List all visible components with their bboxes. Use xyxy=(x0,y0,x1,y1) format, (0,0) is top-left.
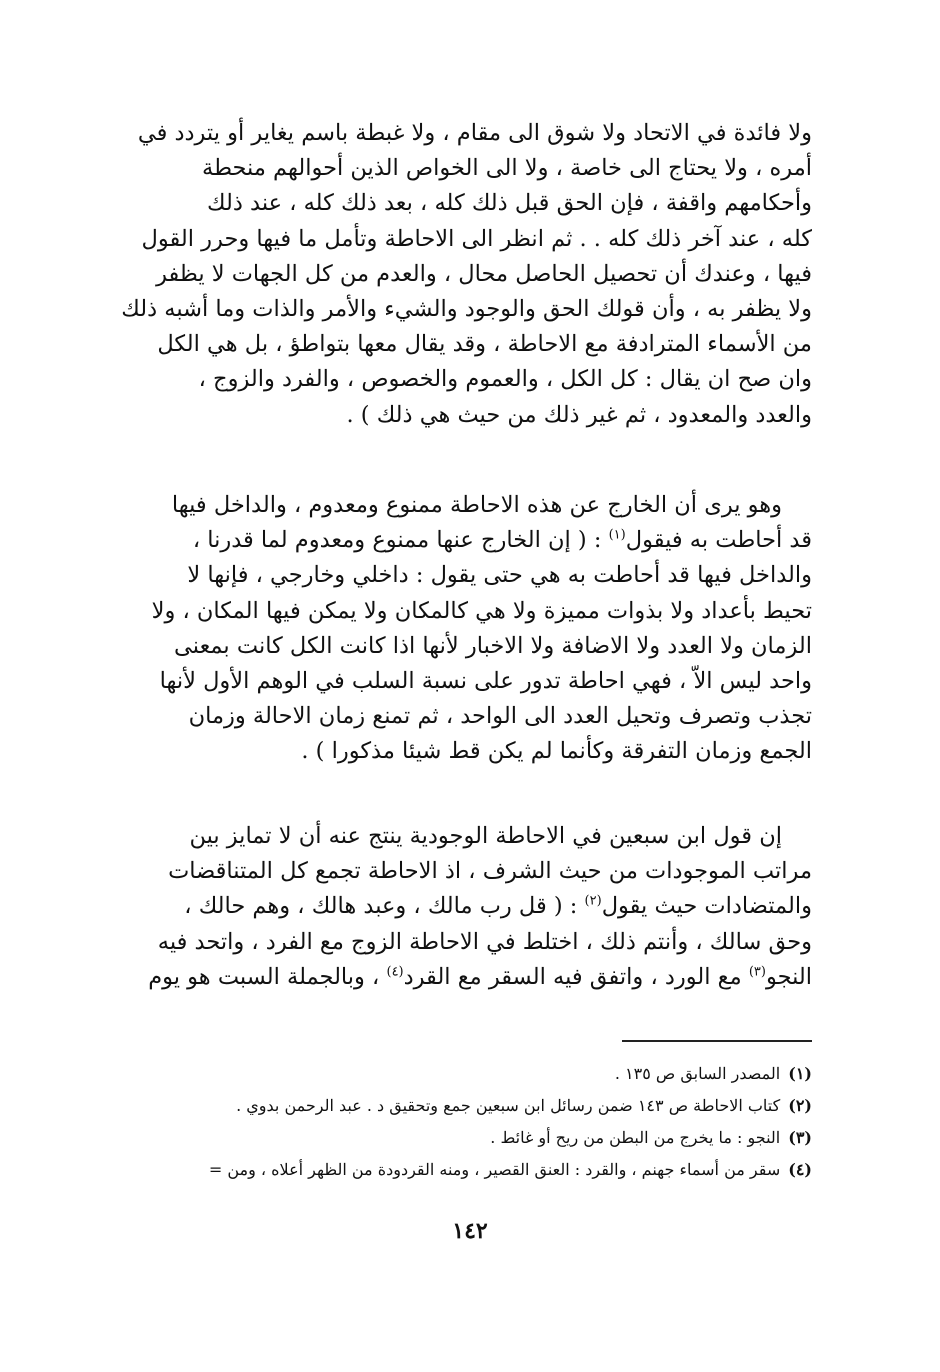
text-line: تجذب وتصرف وتحيل العدد الى الواحد ، ثم تمنع زمان الاحالة وزمان xyxy=(188,703,812,730)
footnote-item xyxy=(102,1122,812,1154)
text-line: أمره ، ولا يحتاج الى خاصة ، ولا الى الخواص الذين أحوالهم منحطة xyxy=(202,155,812,182)
text-line: وان صح ان يقال : كل الكل ، والعموم والخصوص ، والفرد والزوج ، xyxy=(198,366,812,393)
text-line: من الأسماء المترادفة مع الاحاطة ، وقد يقال معها بتواطؤ ، بل هي الكل xyxy=(157,331,812,358)
paragraph-2 xyxy=(102,488,812,770)
footnote-ref-2[interactable]: (٢) xyxy=(584,893,602,909)
footnote-number: (٣) xyxy=(788,1128,812,1147)
text-line: واحد ليس الاّ ، فهي احاطة تدور على نسبة السلب في الوهم الأول لأنها xyxy=(159,668,812,695)
text-line: والداخل فيها قد أحاطت به هي حتى يقول : داخلي وخارجي ، فإنها لا xyxy=(187,562,812,589)
footnote-item xyxy=(102,1090,812,1122)
footnote-ref-4[interactable]: (٤) xyxy=(386,964,404,980)
text-span: ، وبالجملة السبت هو يوم xyxy=(148,963,387,990)
footnote-divider xyxy=(622,1040,812,1042)
text-span: النجو xyxy=(765,963,812,990)
footnote-ref-1[interactable]: (١) xyxy=(608,527,626,543)
text-span: : ( إن الخارج عنها ممنوع ومعدوم لما قدرنا ، xyxy=(192,527,609,554)
footnote-text: المصدر السابق ص ١٣٥ . xyxy=(614,1064,781,1083)
text-line: مراتب الموجودات من حيث الشرف ، اذ الاحاطة تجمع كل المتناقضات xyxy=(168,858,812,885)
footnote-text: سقر من أسماء جهنم ، والقرد : العنق القصير ، ومنه القردودة من الظهر أعلاه ، ومن = xyxy=(208,1160,781,1179)
footnote-number: (٤) xyxy=(788,1160,812,1179)
page-number: ١٤٢ xyxy=(452,1218,488,1244)
text-line: وأحكامهم واقفة ، فإن الحق قبل ذلك كله ، بعد ذلك كله ، عند ذلك xyxy=(207,190,812,217)
text-span: إن قول ابن سبعين في الاحاطة الوجودية ينتج عنه أن لا تمايز بين xyxy=(189,823,782,849)
text-span: : ( قل رب مالك ، وعبد هالك ، وهم حالك ، xyxy=(184,893,585,920)
text-line: الجمع وزمان التفرقة وكأنما لم يكن قط شيئا مذكورا ) . xyxy=(301,738,812,765)
text-line xyxy=(102,523,812,558)
text-span: قد أحاطت به فيقول xyxy=(625,527,812,554)
footnote-item xyxy=(102,1154,812,1186)
text-line: ولا يظفر به ، وأن قولك الحق والوجود والشيء والأمر والذات وما أشبه ذلك xyxy=(121,296,812,323)
text-line: وحق سالك ، وأنتم ذلك ، اختلط في الاحاطة الزوج مع الفرد ، واتحد فيه xyxy=(157,928,812,955)
paragraph-1 xyxy=(102,116,812,433)
footnote-number: (١) xyxy=(788,1064,812,1083)
footnotes xyxy=(102,1058,812,1186)
text-line xyxy=(102,488,812,523)
text-line xyxy=(102,889,812,924)
footnote-text: كتاب الاحاطة ص ١٤٣ ضمن رسائل ابن سبعين جمع وتحقيق د . عبد الرحمن بدوي . xyxy=(236,1096,781,1115)
text-line: والعدد والمعدود ، ثم غير ذلك من حيث هي ذلك ) . xyxy=(346,401,812,428)
text-line: كله ، عند آخر ذلك كله . . ثم انظر الى الاحاطة وتأمل ما فيها وحرر القول xyxy=(141,225,812,252)
text-line: ولا فائدة في الاتحاد ولا شوق الى مقام ، ولا غبطة باسم يغاير أو يتردد في xyxy=(137,120,812,146)
text-line: تحيط بأعداد ولا بذوات مميزة ولا هي كالمكان ولا يمكن فيها المكان ، ولا xyxy=(151,597,812,624)
footnote-ref-3[interactable]: (٣) xyxy=(748,964,766,980)
text-line xyxy=(102,960,812,995)
text-line: فيها ، وعندك أن تحصيل الحاصل محال ، والعدم من كل الجهات لا يظفر xyxy=(156,260,812,287)
text-span: والمتضادات حيث يقول xyxy=(601,893,812,920)
text-line: الزمان ولا العدد ولا الاضافة ولا الاخبار لأنها اذا كانت الكل كانت بمعنى xyxy=(174,632,812,659)
text-line xyxy=(102,819,812,854)
paragraph-3 xyxy=(102,819,812,995)
footnote-number: (٢) xyxy=(788,1096,812,1115)
text-span: وهو يرى أن الخارج عن هذه الاحاطة ممنوع ومعدوم ، والداخل فيها xyxy=(171,492,782,518)
footnote-text: النجو : ما يخرج من البطن من ريح أو غائط . xyxy=(490,1128,781,1147)
text-span: مع الورد ، واتفق فيه السقر مع القرد xyxy=(403,963,749,990)
footnote-item xyxy=(102,1058,812,1090)
